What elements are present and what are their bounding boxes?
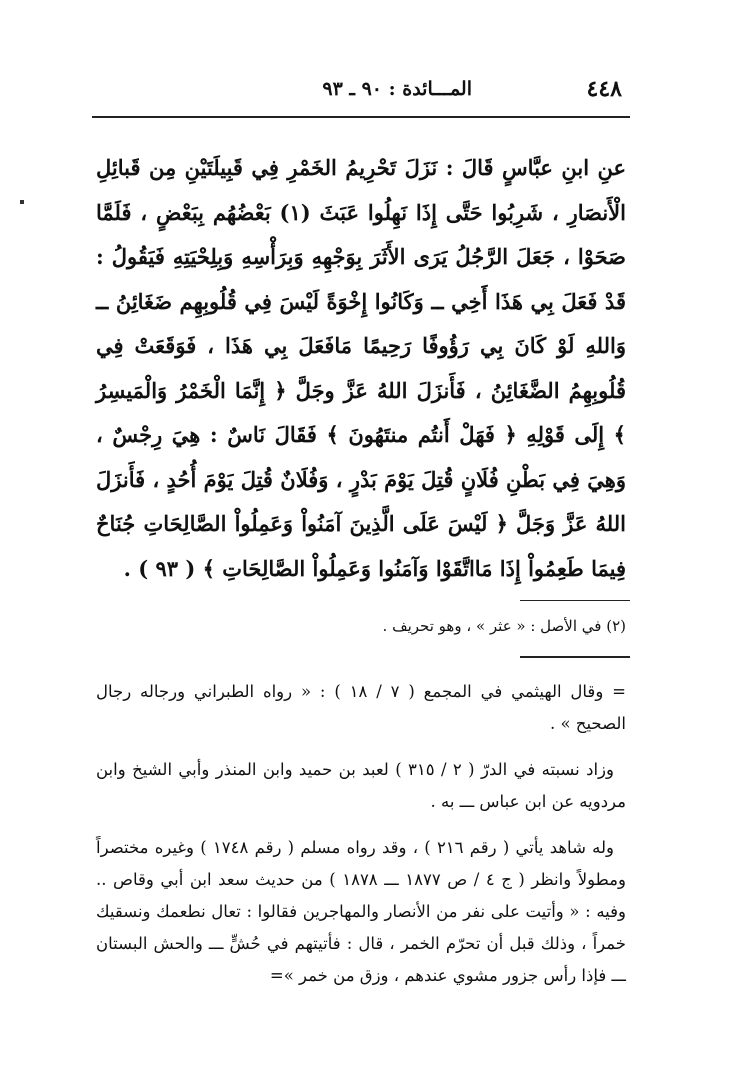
commentary-paragraph: وله شاهد يأتي ( رقم ٢١٦ ) ، وقد رواه مسلم ( رقم ١٧٤٨ ) وغيره مختصراً ومطولاً وانظر ( ج ٤ / ص ١٨٧٧ ـــ ١٨٧٨ ) من حديث سعد ابن أبي وقاص .. وفيه : « وأتيت على نفر من الأنصار والمهاجرين فقالوا : تعال نطعمك ونسقيك خمراً ، وذلك قبل أن تحرّم الخمر ، قال : فأتيتهم في حُشٍّ ـــ والحش البستان ـــ فإذا رأس جزور مشوي عندهم ، وزق من خمر »=: [96, 838, 626, 985]
footnote-divider: [520, 600, 630, 601]
page-header: [92, 76, 622, 106]
page-number: ٤٤٨: [586, 76, 622, 102]
hadith-paragraph: عنِ ابنِ عبَّاسٍ قَالَ : نَزَلَ تَحْرِيمُ الخَمْرِ فِي قَبِيلَتَيْنِ مِن قَبائِلِ الْأَنصَارِ ، شَرِبُوا حَتَّى إِذَا نَهِلُوا عَبَثَ (١) بَعْضُهُم بِبَعْضٍ ، فَلَمَّا صَحَوْا ، جَعَلَ الرَّجُلُ يَرَى الأَثَرَ بِوَجْهِهِ وَبِرَأْسِهِ وَبِلِحْيَتِهِ فَيَقُولُ : قَدْ فَعَلَ بِي هَذَا أَخِي ــ وَكَانُوا إِخْوَةً لَيْسَ فِي قُلُوبِهِم ضَغَائِنُ ــ وَاللهِ لَوْ كَانَ بِي رَؤُوفًا رَحِيمًا مَافَعَلَ بِي هَذَا ، فَوَقَعَتْ فِي قُلُوبِهِمُ الضَّغَائِنُ ، فَأَنزَلَ اللهُ عَزَّ وجَلَّ ﴿ إِنَّمَا الْخَمْرُ وَالْمَيسِرُ ﴾ إِلَى قَوْلِهِ ﴿ فَهَلْ أَنتُم منتَهُونَ ﴾ فَقَالَ نَاسٌ : هِيَ رِجْسٌ ، وَهِيَ فِي بَطْنِ فُلَانٍ قُتِلَ يَوْمَ بَدْرٍ ، وَفُلَانٌ قُتِلَ يَوْمَ أُحُدٍ ، فَأَنزَلَ اللهُ عَزَّ وَجَلَّ ﴿ لَيْسَ عَلَى الَّذِينَ آمَنُواْ وَعَمِلُواْ الصَّالِحَاتِ جُنَاحٌ فِيمَا طَعِمُواْ إِذَا مَااتَّقَوْا وَآمَنُوا وَعَمِلُواْ الصَّالِحَاتِ ﴾ ( ٩٣ ) .: [96, 155, 626, 581]
commentary-divider: [520, 656, 630, 658]
hadith-text: [96, 146, 626, 591]
running-title: المـــائدة : ٩٠ ـ ٩٣: [322, 78, 472, 100]
footnote: (٢) في الأصل : « عثر » ، وهو تحريف .: [382, 617, 626, 635]
header-rule: [92, 116, 630, 118]
commentary-section: [96, 676, 626, 1006]
commentary-paragraph: وزاد نسبته في الدرّ ( ٢ / ٣١٥ ) لعبد بن حميد وابن المنذر وأبي الشيخ وابن مردويه عن ابن عباس ـــ به .: [96, 760, 626, 811]
commentary-paragraph: = وقال الهيثمي في المجمع ( ٧ / ١٨ ) : « رواه الطبراني ورجاله رجال الصحيح » .: [96, 682, 626, 733]
scan-speck: [20, 200, 24, 204]
